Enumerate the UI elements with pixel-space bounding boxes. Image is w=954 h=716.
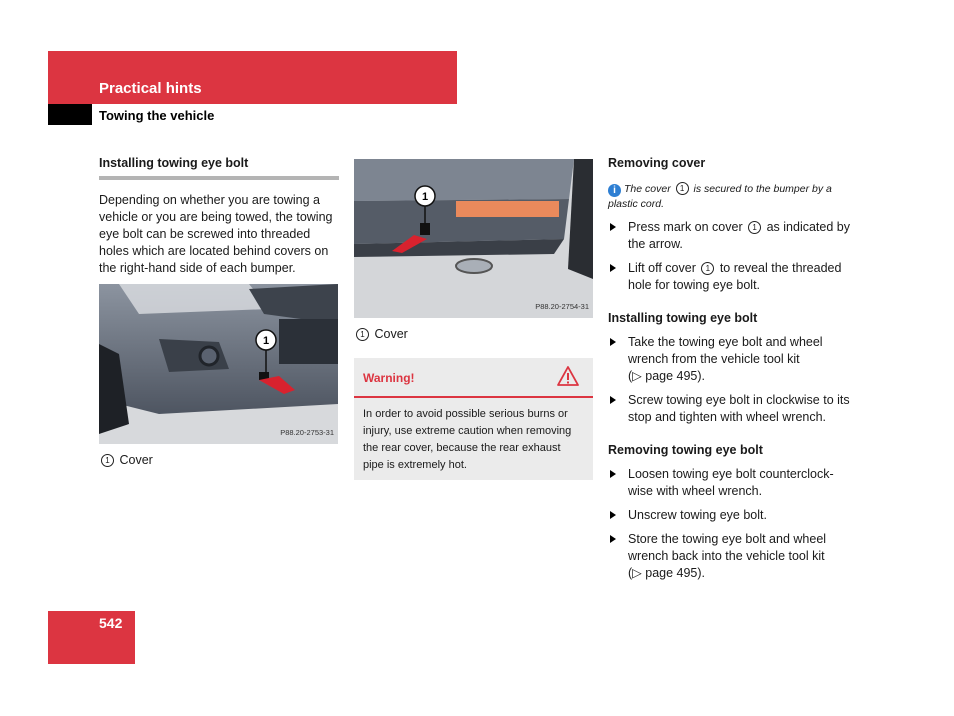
callout-number: 1 <box>748 221 761 234</box>
step-text: Screw towing eye bolt in clockwise to its stop and tighten with wheel wrench. <box>628 393 850 424</box>
removing-cover-heading: Removing cover <box>608 156 706 170</box>
subsection-title: Towing the vehicle <box>99 108 215 123</box>
svg-text:1: 1 <box>421 191 429 203</box>
page-reference: (▷ page 495). <box>628 369 706 383</box>
warning-label: Warning! <box>363 371 415 385</box>
step-text: Unscrew towing eye bolt. <box>628 508 767 522</box>
rear-bumper-photo <box>354 159 593 318</box>
photo-code: P88.20-2754-31 <box>535 302 589 311</box>
caption-text: Cover <box>119 453 153 467</box>
arrow-bullet-icon <box>610 223 616 231</box>
info-note <box>608 182 853 212</box>
warning-header <box>354 358 593 398</box>
caption-text: Cover <box>374 327 408 341</box>
arrow-bullet-icon <box>610 470 616 478</box>
callout-number: 1 <box>701 262 714 275</box>
svg-text:1: 1 <box>262 335 270 347</box>
list-item <box>608 219 853 253</box>
step-text: Store the towing eye bolt and wheel wrench back into the vehicle tool kit <box>628 532 827 563</box>
warning-text: In order to avoid possible serious burns or injury, use extreme caution when removing the rear cover, because the rear exhaust pipe is extremely hot. <box>363 408 572 471</box>
arrow-bullet-icon <box>610 396 616 404</box>
subsection-tab <box>48 104 92 125</box>
arrow-bullet-icon <box>610 511 616 519</box>
step-text: to reveal the threaded hole for towing eye bolt. <box>628 261 842 292</box>
info-icon: i <box>608 184 621 197</box>
removing-cover-steps <box>608 219 853 294</box>
photo-caption <box>354 326 593 343</box>
front-bumper-photo <box>99 284 338 444</box>
list-item <box>608 392 853 426</box>
photo-caption <box>99 452 339 469</box>
intro-paragraph: Depending on whether you are towing a vehicle or you are being towed, the towing eye bolt can be screwed into threaded holes which are located behind covers on the right-hand side of each bumper. <box>99 193 333 275</box>
arrow-bullet-icon <box>610 338 616 346</box>
list-item <box>608 260 853 294</box>
installing-bolt-steps <box>608 334 853 426</box>
installing-bolt-heading: Installing towing eye bolt <box>608 311 758 325</box>
step-text: Lift off cover <box>628 261 696 275</box>
callout-number: 1 <box>356 328 369 341</box>
removing-bolt-steps <box>608 466 853 582</box>
step-text: Take the towing eye bolt and wheel wrench from the vehicle tool kit <box>628 335 823 366</box>
photo-code: P88.20-2753-31 <box>280 428 334 437</box>
removing-bolt-heading: Removing towing eye bolt <box>608 443 763 457</box>
section-title: Practical hints <box>99 80 202 97</box>
step-text: Press mark on cover <box>628 220 743 234</box>
arrow-bullet-icon <box>610 535 616 543</box>
page-number: 542 <box>99 615 123 631</box>
arrow-bullet-icon <box>610 264 616 272</box>
page-reference: (▷ page 495). <box>628 566 706 580</box>
info-text-pre: The cover <box>624 183 671 195</box>
warning-box <box>354 358 593 480</box>
column-1 <box>99 155 339 469</box>
info-text-post: is secured to the bumper by a plastic cord. <box>608 183 832 210</box>
list-item <box>608 334 853 385</box>
warning-triangle-icon <box>557 366 579 391</box>
column-2 <box>354 159 593 480</box>
callout-number: 1 <box>676 182 689 195</box>
list-item <box>608 531 853 582</box>
list-item <box>608 507 853 524</box>
step-text: Loosen towing eye bolt counterclock-wise with wheel wrench. <box>628 467 834 498</box>
callout-number: 1 <box>101 454 114 467</box>
list-item <box>608 466 853 500</box>
step-text: as indicated by the arrow. <box>628 220 850 251</box>
column-3 <box>608 155 853 582</box>
installing-heading: Installing towing eye bolt <box>99 155 339 180</box>
